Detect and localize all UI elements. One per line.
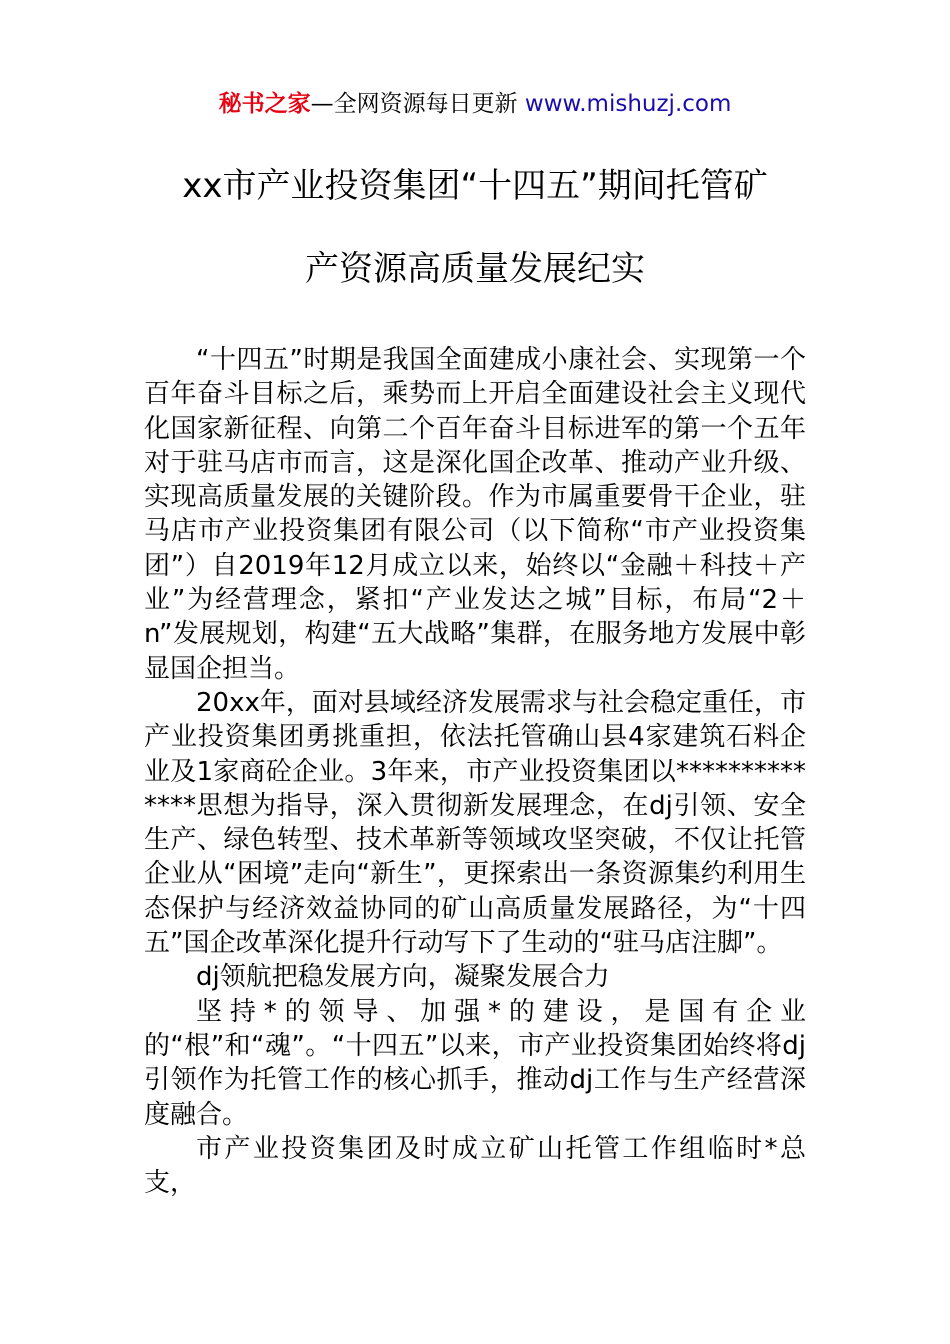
site-header — [0, 86, 950, 122]
title-line-2: 产资源高质量发展纪实 — [305, 249, 645, 289]
paragraph-intro: “十四五”时期是我国全面建成小康社会、实现第一个百年奋斗目标之后，乘势而上开启全面建设社会主义现代化国家新征程、向第二个百年奋斗目标进军的第一个五年对于驻马店市而言，这是深化国企改革、推动产业升级、实现高质量发展的关键阶段。作为市属重要骨干企业，驻马店市产业投资集团有限公司（以下简称“市产业投资集团”）自2019年12月成立以来，始终以“金融＋科技＋产业”为经营理念，紧扣“产业发达之城”目标，布局“2＋n”发展规划，构建“五大战略”集群，在服务地方发展中彰显国企担当。 — [144, 345, 806, 684]
paragraph-trusteeship: 20xx年，面对县域经济发展需求与社会稳定重任，市产业投资集团勇挑重担，依法托管确山县4家建筑石料企业及1家商砼企业。3年来，市产业投资集团以**************思想为指导，深入贯彻新发展理念，在dj引领、安全生产、绿色转型、技术革新等领域攻坚突破，不仅让托管企业从“困境”走向“新生”，更探索出一条资源集约利用生态保护与经济效益协同的矿山高质量发展路径，为“十四五”国企改革深化提升行动写下了生动的“驻马店注脚”。 — [144, 687, 806, 959]
title-line-1: xx市产业投资集团“十四五”期间托管矿 — [182, 166, 768, 206]
document-body — [144, 343, 806, 1200]
site-url-link[interactable]: www.mishuzj.com — [524, 91, 732, 117]
paragraph-working-group: 市产业投资集团及时成立矿山托管工作组临时*总支， — [144, 1133, 806, 1199]
site-brand: 秘书之家 — [218, 91, 311, 117]
paragraph-party-leadership: 坚持*的领导、加强*的建设，是国有企业的“根”和“魂”。“十四五”以来，市产业投资集团始终将dj引领作为托管工作的核心抓手，推动dj工作与生产经营深度融合。 — [144, 996, 806, 1130]
document-title — [120, 162, 830, 293]
section-heading: dj领航把稳发展方向，凝聚发展合力 — [196, 962, 610, 993]
site-tagline: —全网资源每日更新 — [310, 91, 525, 117]
